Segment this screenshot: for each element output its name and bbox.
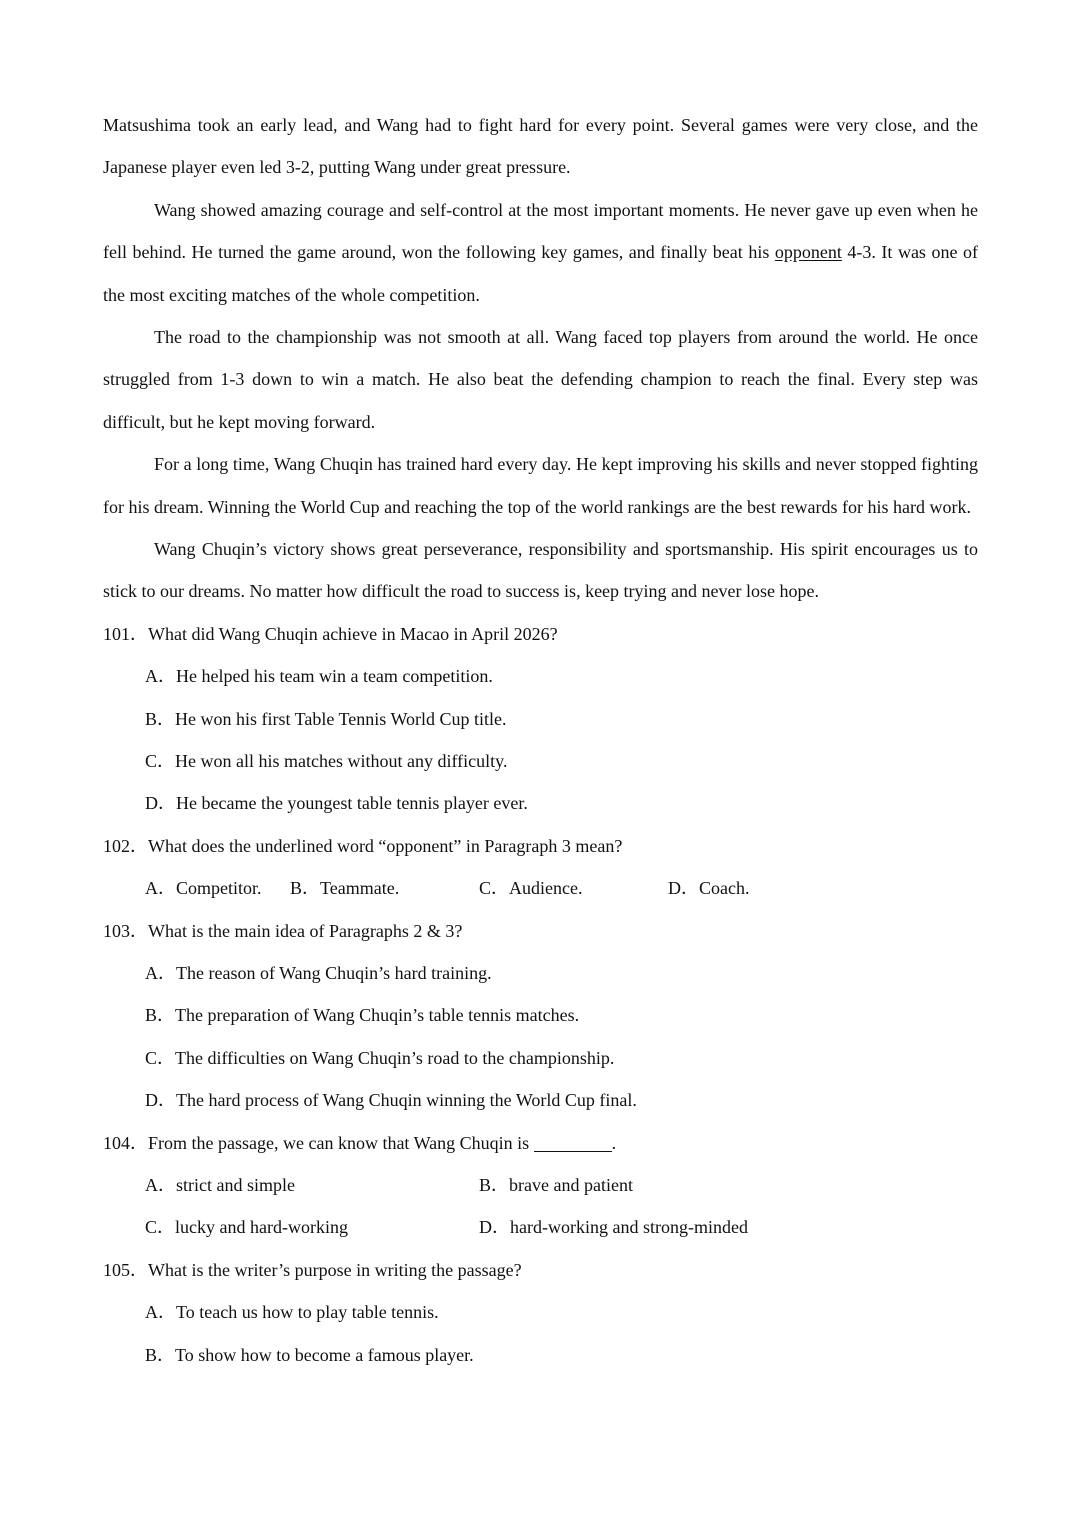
answer-blank[interactable] [534, 1131, 612, 1152]
option-104-a[interactable]: A．strict and simple [145, 1174, 295, 1195]
question-101 [103, 613, 978, 655]
passage-paragraph-5: Wang Chuqin’s victory shows great perseverance, responsibility and sportsmanship. His spirit encourages us to stick to our dreams. No matter how difficult the road to success is, keep trying and never lose hope. [103, 539, 978, 602]
question-number: 104． [103, 1132, 148, 1153]
passage-paragraph-3: The road to the championship was not smooth at all. Wang faced top players from around the world. He once struggled from 1-3 down to win a match. He also beat the defending champion to reach the final. Every step was difficult, but he kept moving forward. [103, 327, 978, 432]
question-105 [103, 1249, 978, 1291]
question-end-punctuation: . [611, 1132, 617, 1153]
passage-paragraph-2 [103, 189, 978, 316]
option-102-d[interactable]: D．Coach. [668, 878, 750, 899]
option-104-d[interactable]: D．hard-working and strong-minded [479, 1217, 748, 1238]
underlined-word-opponent: opponent [774, 242, 842, 263]
option-102-c[interactable]: C．Audience. [479, 878, 583, 899]
question-text: What is the main idea of Paragraphs 2 & 3? [148, 920, 463, 941]
option-104-b[interactable]: B．brave and patient [479, 1174, 633, 1195]
option-103-c[interactable]: C．The difficulties on Wang Chuqin’s road to the championship. [145, 1047, 615, 1068]
question-number: 105． [103, 1259, 148, 1280]
option-104-c[interactable]: C．lucky and hard-working [145, 1217, 348, 1238]
option-102-b[interactable]: B．Teammate. [290, 878, 400, 899]
options-row-102 [103, 867, 978, 909]
exam-page [103, 104, 978, 1376]
option-101-b[interactable]: B．He won his first Table Tennis World Cup title. [145, 708, 507, 729]
paragraph-2-text-before: Wang showed amazing courage and self-control at the most important moments. He never gave up even when he fell behind. He turned the game around, won the following key games, and finally beat his [103, 199, 978, 263]
paragraph-2-text-after: 4-3. It was one of the most exciting matches of the whole competition. [103, 242, 978, 305]
question-text: What did Wang Chuqin achieve in Macao in April 2026? [148, 623, 558, 644]
question-104 [103, 1122, 978, 1164]
question-number: 102． [103, 835, 148, 856]
passage-paragraph-4: For a long time, Wang Chuqin has trained hard every day. He kept improving his skills and never stopped fighting for his dream. Winning the World Cup and reaching the top of the world rankings are the best rewards for his hard work. [103, 454, 978, 517]
question-number: 103． [103, 920, 148, 941]
question-number: 101． [103, 623, 148, 644]
option-101-c[interactable]: C．He won all his matches without any difficulty. [145, 751, 508, 772]
option-105-b[interactable]: B．To show how to become a famous player. [145, 1344, 474, 1365]
option-105-a[interactable]: A．To teach us how to play table tennis. [145, 1302, 439, 1323]
passage-paragraph-1: Matsushima took an early lead, and Wang had to fight hard for every point. Several games were very close, and the Japanese player even led 3-2, putting Wang under great pressure. [103, 115, 978, 178]
question-text: What is the writer’s purpose in writing the passage? [148, 1259, 522, 1280]
option-101-d[interactable]: D．He became the youngest table tennis player ever. [145, 793, 528, 814]
option-103-b[interactable]: B．The preparation of Wang Chuqin’s table tennis matches. [145, 1005, 580, 1026]
option-103-d[interactable]: D．The hard process of Wang Chuqin winning the World Cup final. [145, 1090, 637, 1111]
question-text: What does the underlined word “opponent” in Paragraph 3 mean? [148, 835, 623, 856]
option-103-a[interactable]: A．The reason of Wang Chuqin’s hard training. [145, 963, 492, 983]
option-101-a[interactable]: A．He helped his team win a team competition. [145, 666, 493, 687]
question-102 [103, 825, 978, 867]
options-row-104-ab [103, 1164, 978, 1206]
question-103 [103, 910, 978, 952]
options-row-104-cd [103, 1206, 978, 1248]
option-102-a[interactable]: A．Competitor. [145, 878, 262, 899]
question-text: From the passage, we can know that Wang Chuqin is [148, 1132, 530, 1153]
